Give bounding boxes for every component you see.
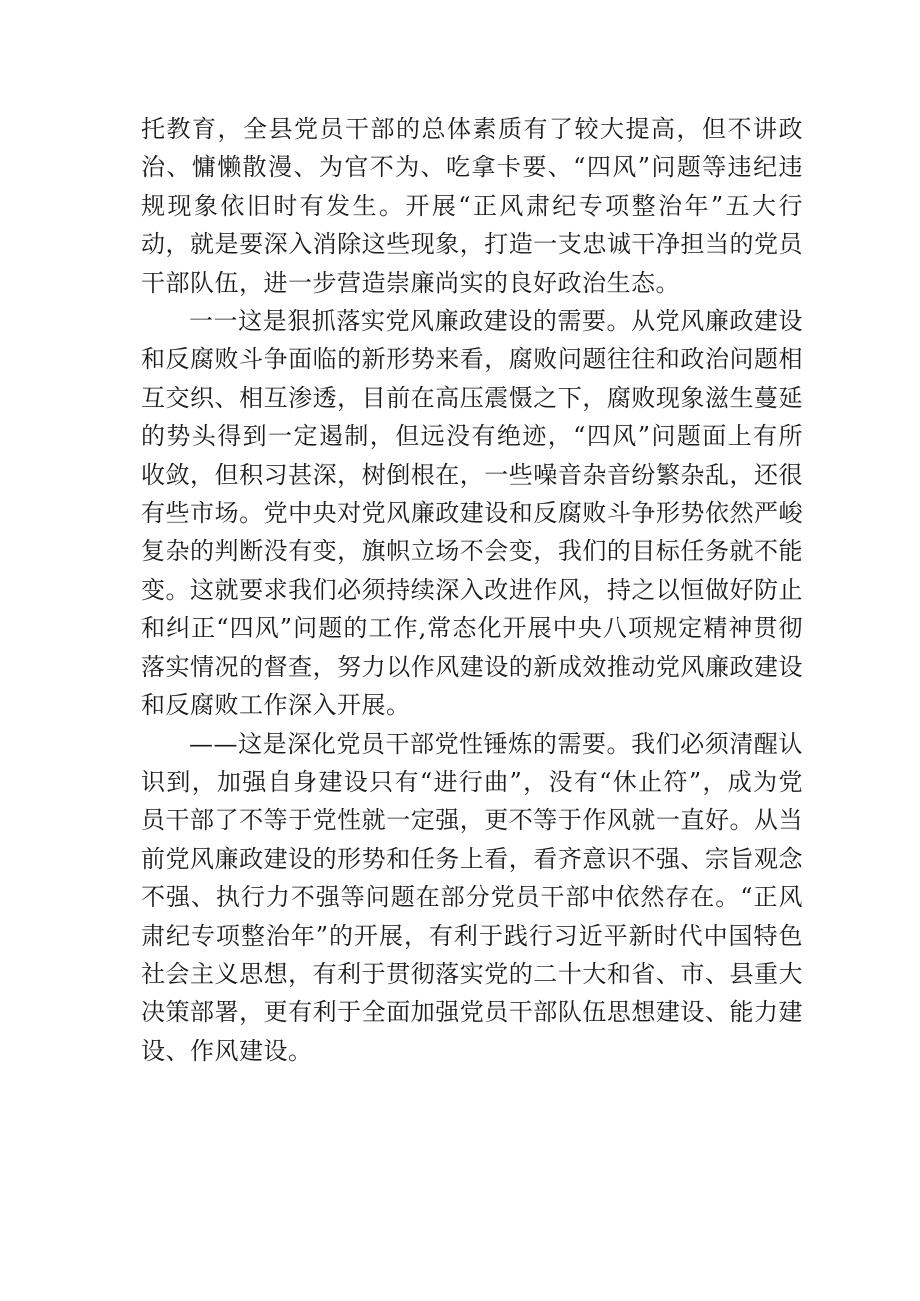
paragraph-party-conduct: 一一这是狠抓落实党风廉政建设的需要。从党风廉政建设和反腐败斗争面临的新形势来看，腐败问题往往和政治问题相互交织、相互渗透，目前在高压震慑之下，腐败现象滋生蔓延的势头得到一定遏制，但远没有绝迹，“四风”问题面上有所收敛，但积习甚深，树倒根在，一些噪音杂音纷繁杂乱，还很有些市场。党中央对党风廉政建设和反腐败斗争形势依然严峻复杂的判断没有变，旗帜立场不会变，我们的目标任务就不能变。这就要求我们必须持续深入改进作风，持之以恒做好防止和纠正“四风”问题的工作,常态化开展中央八项规定精神贯彻落实情况的督查，努力以作风建设的新成效推动党风廉政建设和反腐败工作深入开展。 [141,307,803,720]
paragraph-continuation: 托教育，全县党员干部的总体素质有了较大提高，但不讲政治、慵懒散漫、为官不为、吃拿卡要、“四风”问题等违纪违规现象依旧时有发生。开展“正风肃纪专项整治年”五大行动，就是要深入消除这些现象，打造一支忠诚干净担当的党员干部队伍，进一步营造崇廉尚实的良好政治生态。 [141,115,803,297]
paragraph-party-spirit: ——这是深化党员干部党性锤炼的需要。我们必须清醒认识到，加强自身建设只有“进行曲”，没有“休止符”，成为党员干部了不等于党性就一定强，更不等于作风就一直好。从当前党风廉政建设的形势和任务上看，看齐意识不强、宗旨观念不强、执行力不强等问题在部分党员干部中依然存在。“正风肃纪专项整治年”的开展，有利于践行习近平新时代中国特色社会主义思想，有利于贯彻落实党的二十大和省、市、县重大决策部署，更有利于全面加强党员干部队伍思想建设、能力建设、作风建设。 [141,729,803,1065]
document-body [141,110,803,1070]
